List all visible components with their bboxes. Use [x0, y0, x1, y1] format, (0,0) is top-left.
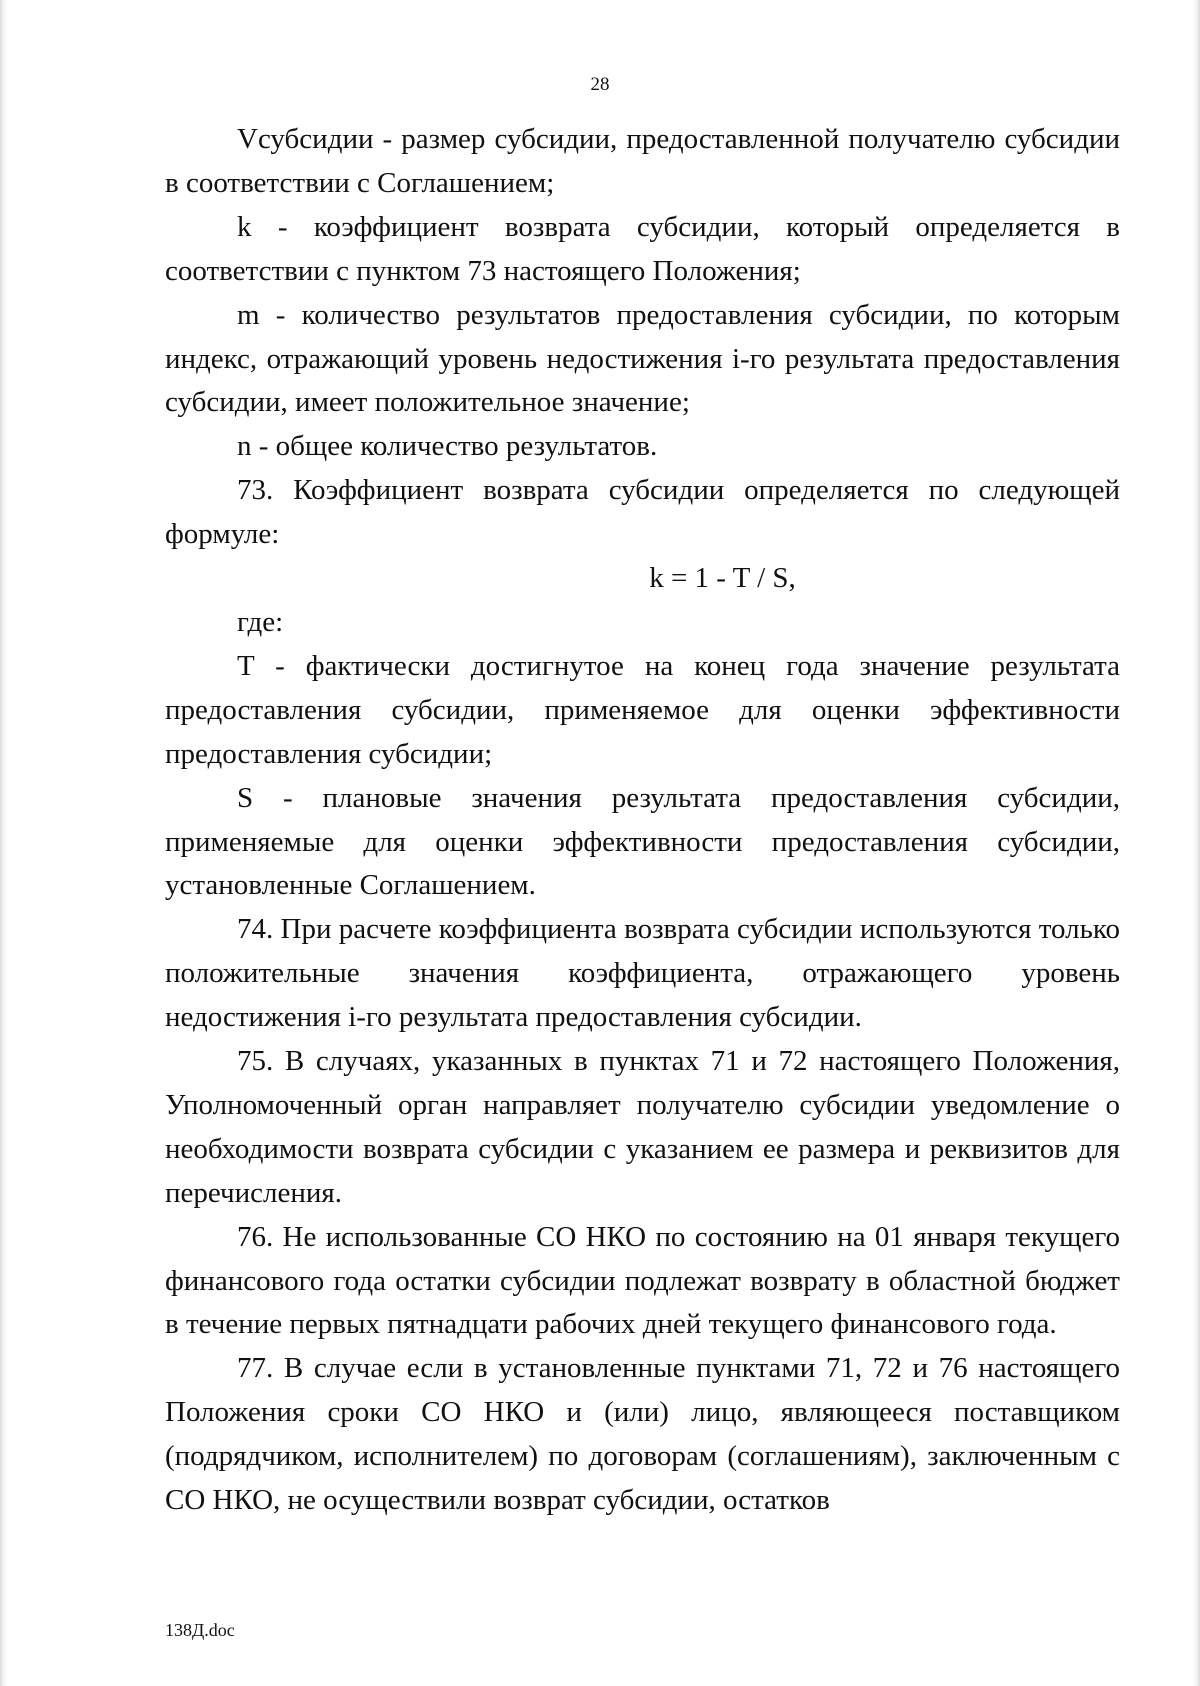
definition-t: T - фактически достигнутое на конец года значение результата предоставления субсидии, применяемое для оценки эффективности предоставления субсидии;: [165, 649, 1120, 770]
definition-s: S - плановые значения результата предоставления субсидии, применяемые для оценки эффективности предоставления субсидии, установленные Соглашением.: [165, 781, 1120, 902]
document-body: [165, 118, 1120, 1523]
definition-m: m - количество результатов предоставления субсидии, по которым индекс, отражающий уровень недостижения i-го результата предоставления субсидии, имеет положительное значение;: [165, 298, 1120, 419]
formula: k = 1 - T / S,: [649, 562, 796, 595]
definition-v-subsidy: Vсубсидии - размер субсидии, предоставленной получателю субсидии в соответствии с Соглашением;: [165, 123, 1120, 199]
clause-76: 76. Не использованные СО НКО по состоянию на 01 января текущего финансового года остатки субсидии подлежат возврату в областной бюджет в течение первых пятнадцати рабочих дней текущего финансового года.: [165, 1220, 1120, 1341]
clause-75: 75. В случаях, указанных в пунктах 71 и 72 настоящего Положения, Уполномоченный орган направляет получателю субсидии уведомление о необходимости возврата субсидии с указанием ее размера и реквизитов для перечисления.: [165, 1045, 1120, 1209]
page-left-edge: [0, 0, 8, 1686]
definition-k: k - коэффициент возврата субсидии, который определяется в соответствии с пунктом 73 настоящего Положения;: [165, 210, 1120, 287]
page-number: 28: [590, 74, 610, 95]
where-label: где:: [237, 605, 284, 638]
definition-n: n - общее количество результатов.: [237, 430, 658, 463]
clause-73: 73. Коэффициент возврата субсидии определяется по следующей формуле:: [165, 474, 1120, 551]
footer-filename: 138Д.doc: [165, 1620, 235, 1640]
page-right-edge: [1192, 0, 1200, 1686]
clause-74: 74. При расчете коэффициента возврата субсидии используются только положительные значения коэффициента, отражающего уровень недостижения i-го результата предоставления субсидии.: [165, 913, 1120, 1034]
clause-77: 77. В случае если в установленные пунктами 71, 72 и 76 настоящего Положения сроки СО НКО и (или) лицо, являющееся поставщиком (подрядчиком, исполнителем) по договорам (соглашениям), заключенным с СО НКО, не осуществили возврат субсидии, остатков: [165, 1352, 1120, 1517]
